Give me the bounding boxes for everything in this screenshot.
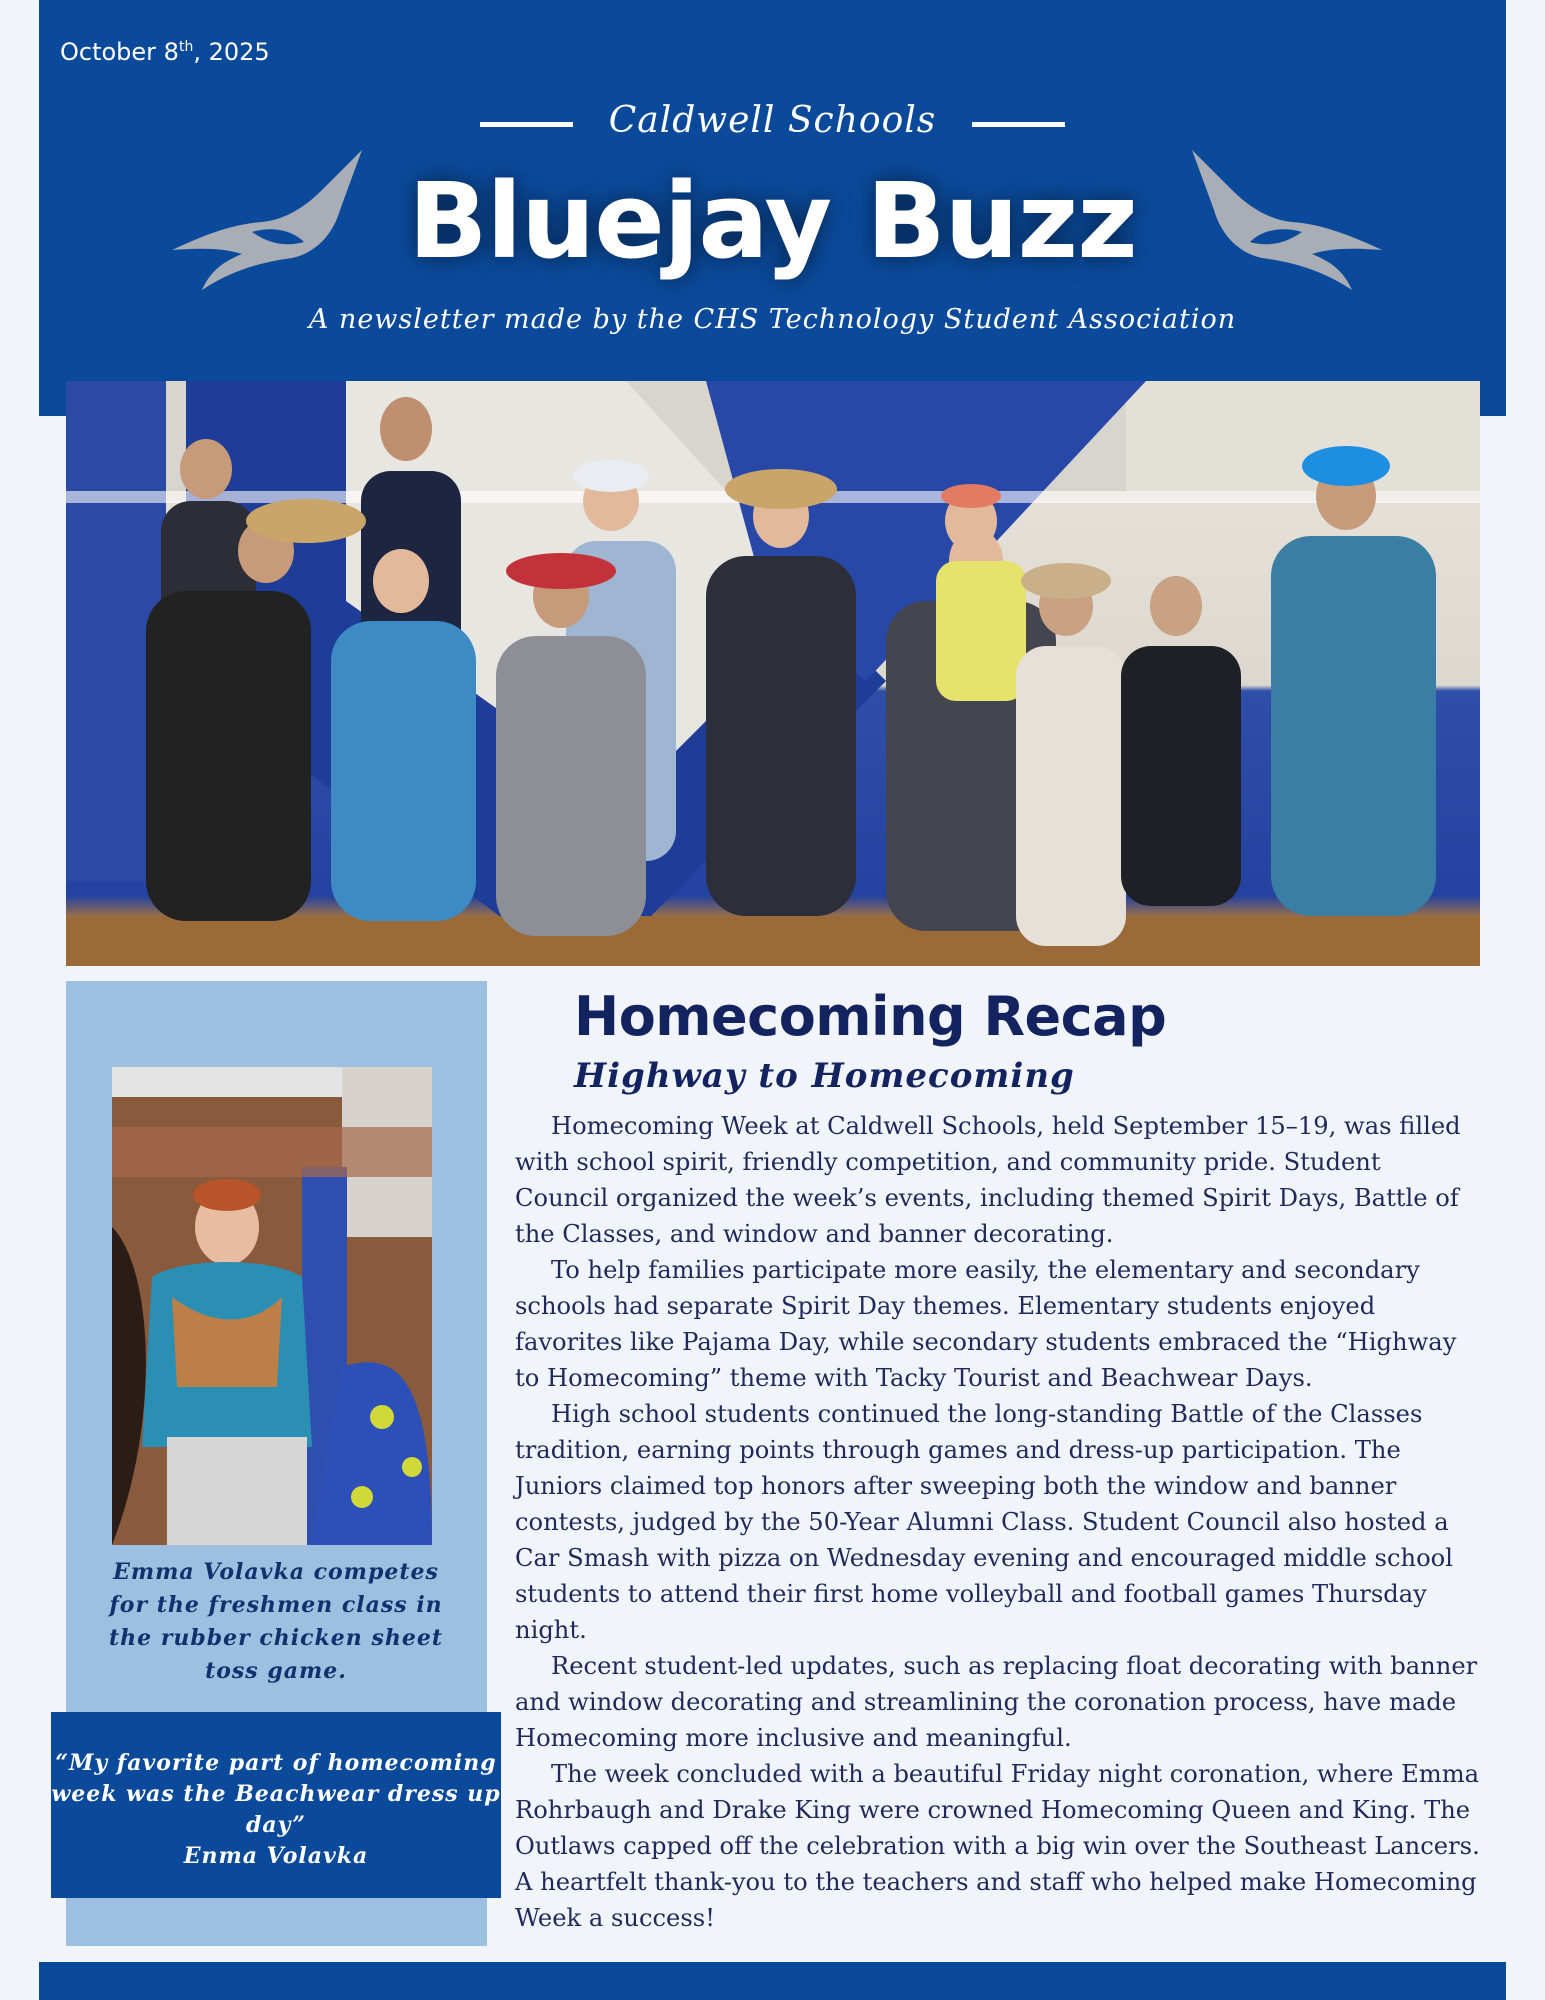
article-paragraph: High school students continued the long-standing Battle of the Classes tradition, earning points through games and dress-up participation. The Juniors claimed top honors after sweeping both the window and banner contests, judged by the 50-Year Alumni Class. Student Council also hosted a Car Smash with pizza on Wednesday evening and encouraged middle school students to attend their first home volleyball and football games Thursday night. bbox=[515, 1400, 1453, 1644]
photo-caption: Emma Volavka competes for the freshmen class in the rubber chicken sheet toss game. bbox=[109, 1559, 443, 1684]
article-paragraph: Homecoming Week at Caldwell Schools, held September 15–19, was filled with school spirit, friendly competition, and community pride. Student Council organized the week’s events, including themed Spirit Days, Battle of the Classes, and window and banner decorating. bbox=[515, 1112, 1461, 1248]
sidebar-photo bbox=[112, 1067, 432, 1545]
footer-bar bbox=[39, 1962, 1506, 2000]
group-photo-illustration bbox=[66, 381, 1480, 966]
article-paragraph: The week concluded with a beautiful Friday night coronation, where Emma Rohrbaugh and Drake King were crowned Homecoming Queen and King. The Outlaws capped off the celebration with a big win over the Southeast Lancers. A heartfelt thank-you to the teachers and staff who helped make Homecoming Week a success! bbox=[515, 1760, 1480, 1932]
newsletter-subtitle: A newsletter made by the CHS Technology Student Association bbox=[308, 304, 1237, 335]
quote-author: Enma Volavka bbox=[183, 1843, 369, 1869]
article-subtitle: Highway to Homecoming bbox=[574, 1056, 1075, 1096]
article-body bbox=[515, 1108, 1480, 1936]
hero-group-photo bbox=[66, 381, 1480, 966]
quote-box bbox=[51, 1712, 501, 1898]
article-paragraph: To help families participate more easily, the elementary and secondary schools had separate Spirit Day themes. Elementary students enjoyed favorites like Pajama Day, while secondary students embraced the “Highway to Homecoming” theme with Tacky Tourist and Beachwear Days. bbox=[515, 1256, 1457, 1392]
newsletter-title: Bluejay Buzz bbox=[408, 160, 1137, 282]
student-photo-illustration bbox=[112, 1067, 432, 1545]
student-quote bbox=[51, 1748, 501, 1872]
quote-text: “My favorite part of homecoming week was the Beachwear dress up day” bbox=[51, 1750, 501, 1838]
school-name: Caldwell Schools bbox=[608, 100, 937, 141]
issue-date: October 8th, 2025 bbox=[60, 38, 270, 66]
article-paragraph: Recent student-led updates, such as replacing float decorating with banner and window decorating and streamlining the coronation process, have made Homecoming more inclusive and meaningful. bbox=[515, 1652, 1478, 1752]
article-title: Homecoming Recap bbox=[574, 985, 1167, 1048]
